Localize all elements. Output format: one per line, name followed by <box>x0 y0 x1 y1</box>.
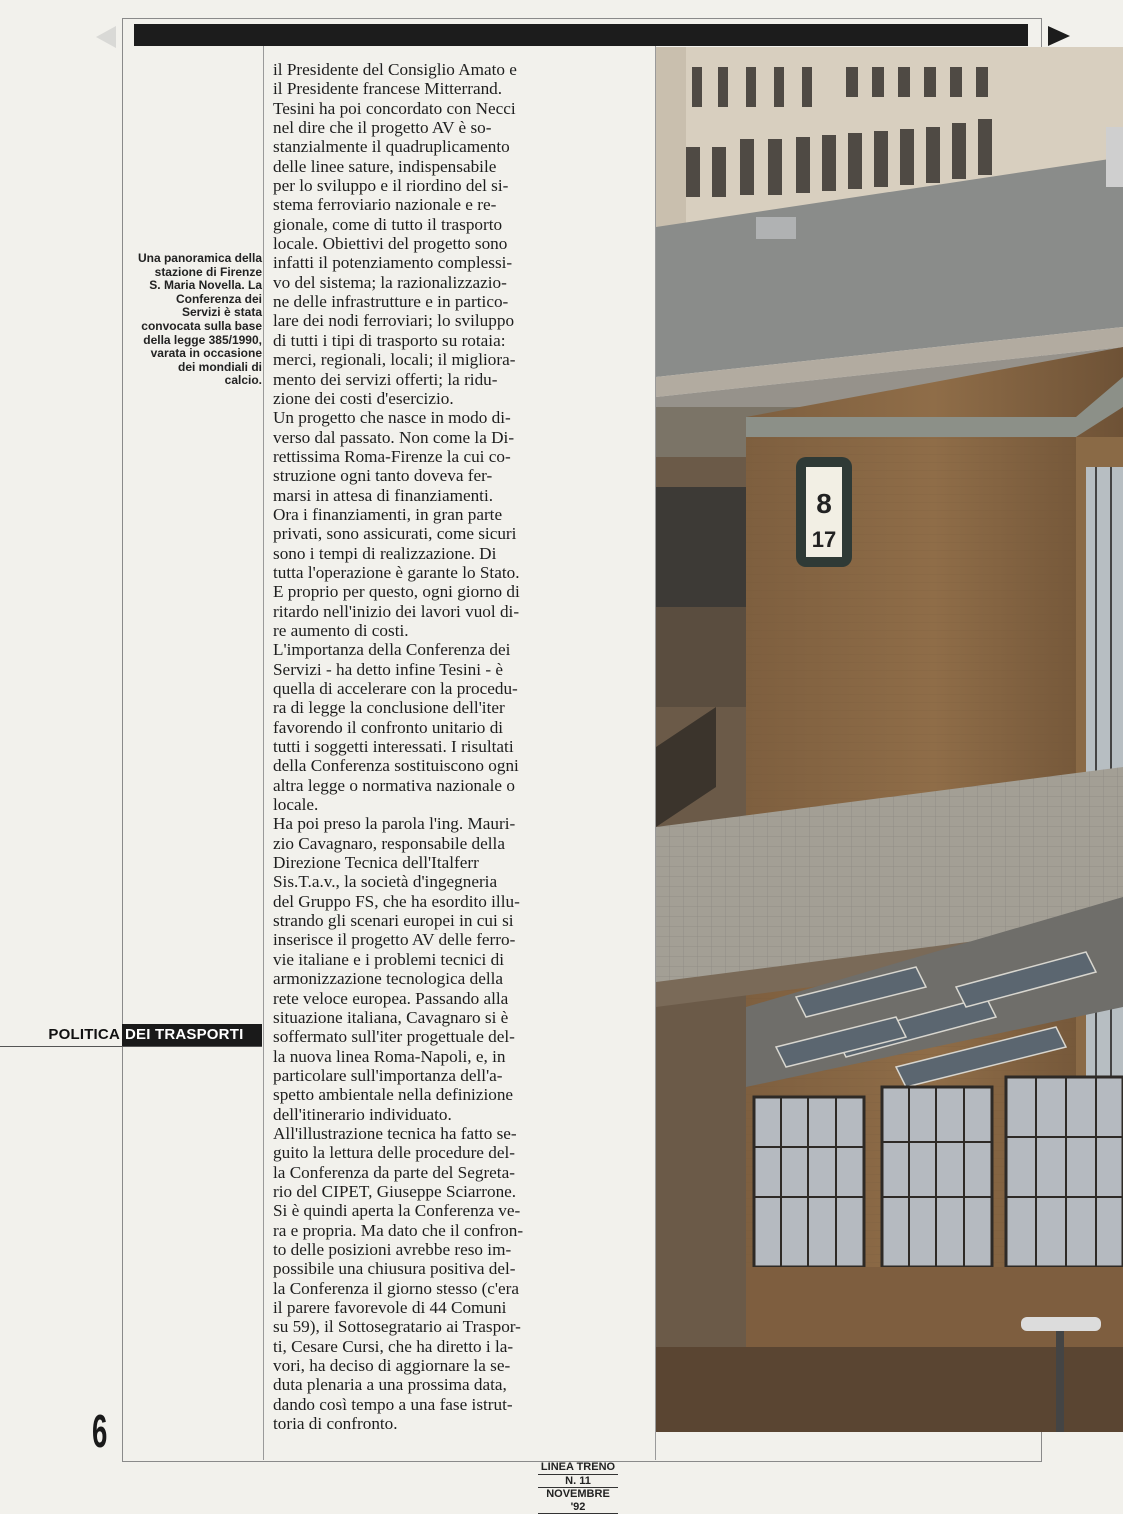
header-bar <box>134 24 1028 46</box>
article-line: la nuova linea Roma-Napoli, e, in <box>273 1046 506 1066</box>
article-line: zio Cavagnaro, responsabile della <box>273 833 505 853</box>
article-line: dando così tempo a una fase istrut- <box>273 1394 513 1414</box>
article-line: E proprio per questo, ogni giorno di <box>273 582 520 602</box>
article-line: All'illustrazione tecnica ha fatto se- <box>273 1123 517 1143</box>
article-line: to delle posizioni avrebbe reso im- <box>273 1239 512 1259</box>
article-line: delle linee sature, indispensabile <box>273 156 497 176</box>
article-line: rio del CIPET, Giuseppe Sciarrone. <box>273 1181 517 1201</box>
section-label-trasporti: DEI TRASPORTI <box>122 1024 262 1046</box>
article-line: guito la lettura delle procedure del- <box>273 1143 515 1163</box>
article-line: struzione ogni tanto doveva fer- <box>273 466 493 486</box>
article-line: sono i tempi di realizzazione. Di <box>273 543 497 563</box>
section-label-politica: POLITICA <box>48 1026 120 1043</box>
article-line: la Conferenza da parte del Segreta- <box>273 1162 515 1182</box>
article-line: strando gli scenari europei in cui si <box>273 911 514 931</box>
article-line: favorendo il confronto unitario di <box>273 717 504 737</box>
article-line: mento dei servizi offerti; la ridu- <box>273 369 498 389</box>
article-line: nel dire che il progetto AV è so- <box>273 118 492 138</box>
next-page-arrow-icon <box>1048 26 1070 46</box>
article-line: particolare sull'importanza dell'a- <box>273 1065 503 1085</box>
article-line: stanzialmente il quadruplicamento <box>273 137 510 157</box>
page-number: 6 <box>92 1405 108 1457</box>
article-line: verso dal passato. Non come la Di- <box>273 427 515 447</box>
article-line: altra legge o normativa nazionale o <box>273 775 515 795</box>
photo-caption: Una panoramica della stazione di Firenze S. Maria Novella. La Conferenza dei Servizi è stata convocata sulla base della legge 385/1990, varata in occasione dei mondiali di calcio. <box>137 251 262 388</box>
article-line: locale. <box>273 795 319 815</box>
article-line: della Conferenza sostituiscono ogni <box>273 756 519 776</box>
station-photo <box>656 47 1123 1432</box>
article-line: Si è quindi aperta la Conferenza ve- <box>273 1201 521 1221</box>
article-line: rete veloce europea. Passando alla <box>273 988 509 1008</box>
article-line: vo del sistema; la razionalizzazio- <box>273 272 507 292</box>
article-line: dell'itinerario individuato. <box>273 1104 452 1124</box>
article-line: ne delle infrastrutture e in partico- <box>273 292 509 312</box>
article-line: del Gruppo FS, che ha esordito illu- <box>273 891 520 911</box>
article-line: ra di legge la conclusione dell'iter <box>273 698 505 718</box>
article-line: vori, ha deciso di aggiornare la se- <box>273 1356 511 1376</box>
article-line: Direzione Tecnica dell'Italferr <box>273 853 479 873</box>
article-line: il parere favorevole di 44 Comuni <box>273 1298 507 1317</box>
article-line: locale. Obiettivi del progetto sono <box>273 234 508 254</box>
article-line: possibile una chiusura positiva del- <box>273 1259 516 1279</box>
article-line: marsi in attesa di finanziamenti. <box>273 485 494 505</box>
article-line: stema ferroviario nazionale e re- <box>273 195 497 215</box>
article-line: merci, regionali, locali; il migliora- <box>273 350 516 370</box>
article-line: Sis.T.a.v., la società d'ingegneria <box>273 872 498 892</box>
article-line: il Presidente francese Mitterrand. <box>273 79 503 99</box>
article-line: per lo sviluppo e il riordino del si- <box>273 176 509 196</box>
article-line: ra e propria. Ma dato che il confron- <box>273 1220 524 1240</box>
article-line: duta plenaria a una prossima data, <box>273 1375 507 1395</box>
article-line: tutti i soggetti interessati. I risultati <box>273 737 514 757</box>
article-line: su 59), il Sottosegratario ai Traspor- <box>273 1317 521 1337</box>
previous-page-arrow-icon <box>96 26 116 48</box>
section-label <box>0 1024 262 1047</box>
article-line: Ora i finanziamenti, in gran parte <box>273 504 503 524</box>
article-line: lare dei nodi ferroviari; lo sviluppo <box>273 311 515 331</box>
article-line: zione dei costi d'esercizio. <box>273 388 454 408</box>
article-line: la Conferenza il giorno stesso (c'era <box>273 1278 520 1298</box>
issue-date: NOVEMBRE '92 <box>538 1488 618 1514</box>
article-line: ti, Cesare Cursi, che ha diretto i la- <box>273 1336 514 1356</box>
article-line: Servizi - ha detto infine Tesini - è <box>273 659 503 679</box>
article-line: Un progetto che nasce in modo di- <box>273 408 511 428</box>
sign-number-17: 17 <box>811 527 837 552</box>
article-line: re aumento di costi. <box>273 620 409 640</box>
article-line: privati, sono assicurati, come sicuri <box>273 524 517 544</box>
article-line: tutta l'operazione è garante lo Stato. <box>273 562 520 582</box>
column-divider-left <box>263 46 264 1460</box>
issue-number: N. 11 <box>538 1475 618 1489</box>
article-line: il Presidente del Consiglio Amato e <box>273 60 517 79</box>
article-line: spetto ambientale nella definizione <box>273 1085 514 1105</box>
article-line: vie italiane e i problemi tecnici di <box>273 949 504 969</box>
article-line: inserisce il progetto AV delle ferro- <box>273 930 516 950</box>
article-line: armonizzazione tecnologica della <box>273 969 504 989</box>
article-line: infatti il potenziamento complessi- <box>273 253 513 273</box>
article-line: situazione italiana, Cavagnaro si è <box>273 1007 509 1027</box>
article-line: Tesini ha poi concordato con Necci <box>273 98 516 118</box>
article-line: di tutti i tipi di trasporto su rotaia: <box>273 330 506 350</box>
article-body <box>273 60 571 1433</box>
article-line: Ha poi preso la parola l'ing. Mauri- <box>273 814 516 834</box>
article-line: gionale, come di tutto il trasporto <box>273 214 503 234</box>
article-line: rettissima Roma-Firenze la cui co- <box>273 446 511 466</box>
article-line: quella di accelerare con la procedu- <box>273 679 518 698</box>
article-line: L'importanza della Conferenza dei <box>273 640 511 660</box>
article-line: toria di confronto. <box>273 1414 398 1434</box>
article-line: soffermato sull'iter progettuale del- <box>273 1027 515 1047</box>
sign-number-8: 8 <box>816 488 832 519</box>
magazine-footer <box>538 1461 618 1514</box>
magazine-name: LINEA TRENO <box>538 1461 618 1475</box>
article-line: ritardo nell'inizio dei lavori vuol di- <box>273 601 520 621</box>
